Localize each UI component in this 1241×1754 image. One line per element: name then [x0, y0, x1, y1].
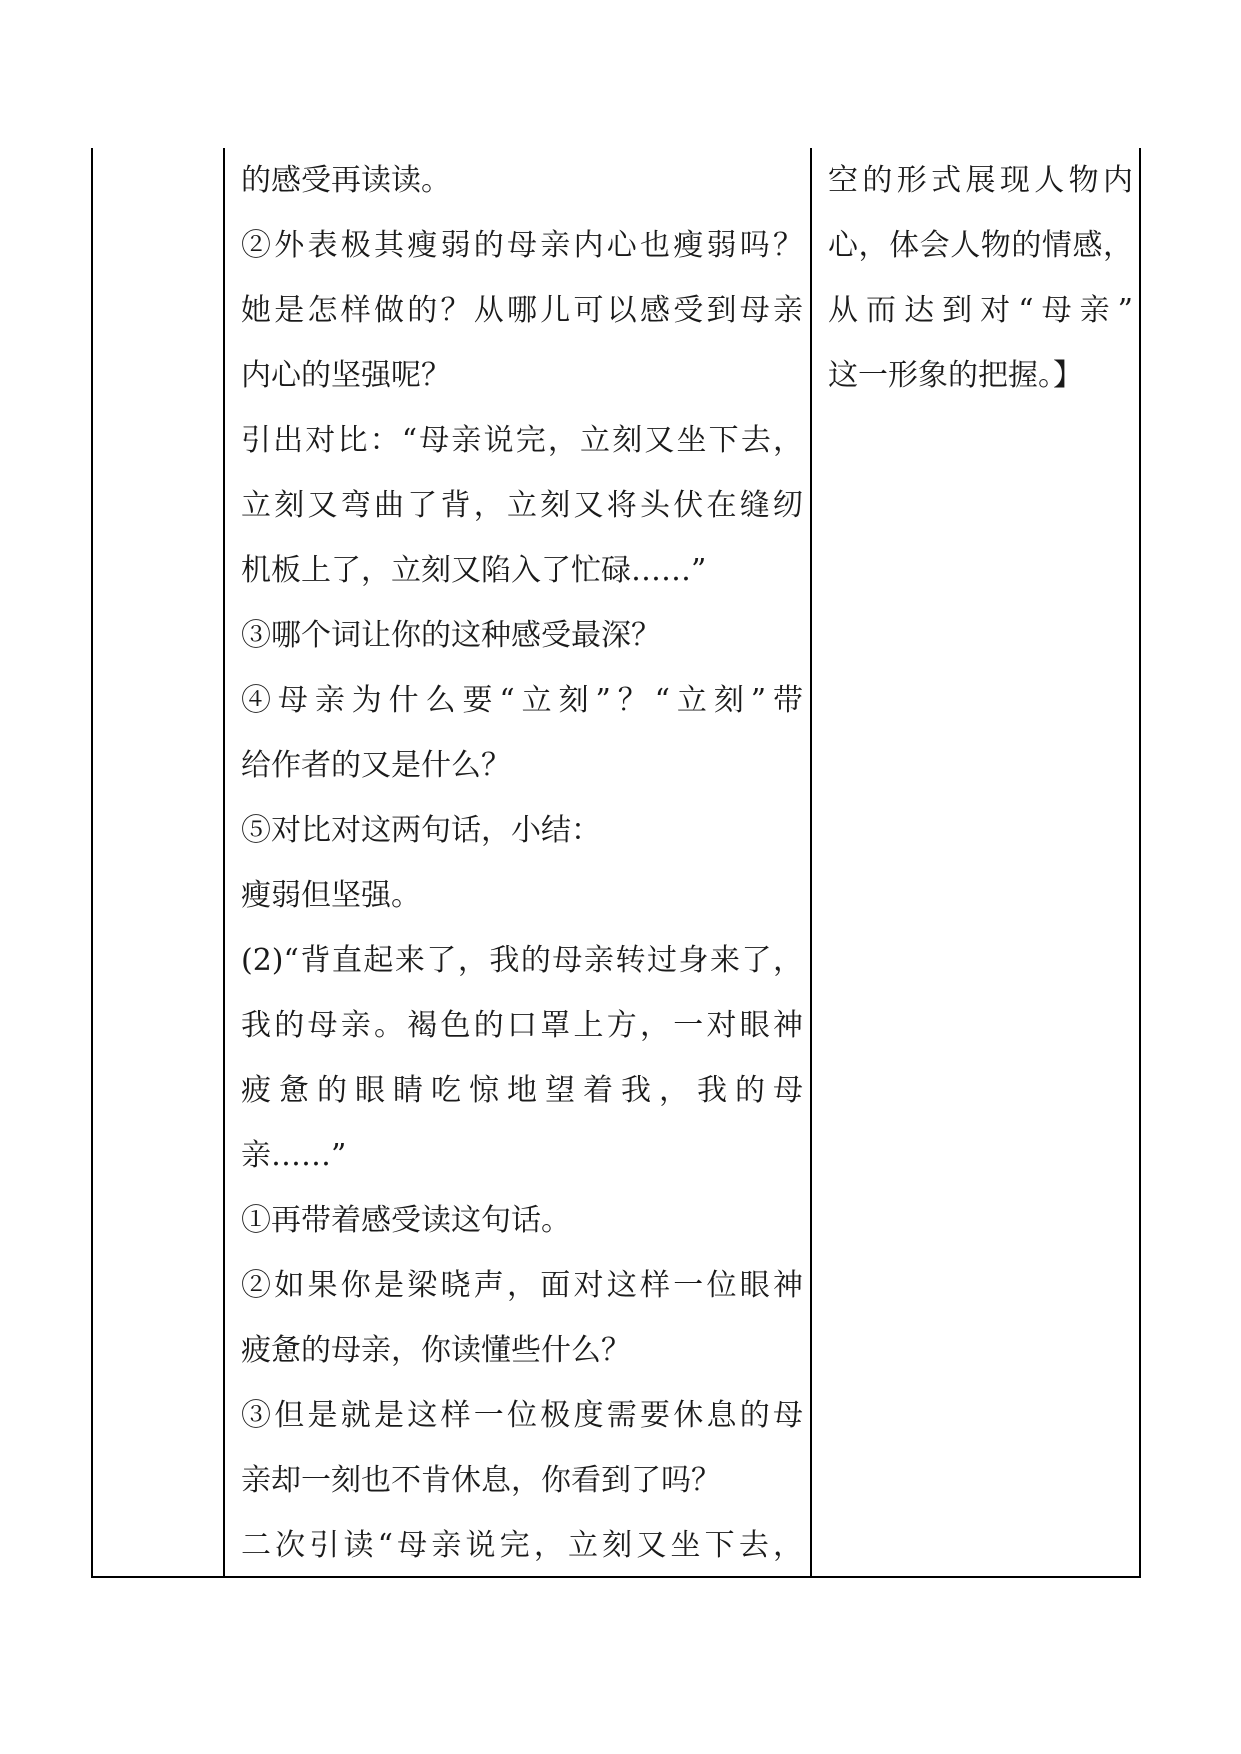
text-line: 亲……”	[241, 1138, 347, 1173]
text-line: (2)“背直起来了，我的母亲转过身来了，	[241, 943, 803, 978]
design-intent-cell	[828, 148, 1133, 408]
text-line: ③哪个词让你的这种感受最深？	[241, 618, 661, 653]
text-line: 的感受再读读。	[241, 163, 451, 198]
text-line: 立刻又弯曲了背，立刻又将头伏在缝纫	[241, 488, 803, 523]
text-line: 亲却一刻也不肯休息，你看到了吗？	[241, 1463, 721, 1498]
text-line: ②外表极其瘦弱的母亲内心也瘦弱吗？	[241, 228, 803, 263]
lesson-plan-table	[91, 148, 1141, 1578]
text-line: 从而达到对“母亲”	[828, 293, 1133, 328]
column-divider-2	[810, 148, 812, 1576]
text-line: 引出对比：“母亲说完，立刻又坐下去，	[241, 423, 803, 458]
text-line: 心，体会人物的情感，	[828, 228, 1133, 263]
text-line: 机板上了，立刻又陷入了忙碌……”	[241, 553, 707, 588]
text-line: 内心的坚强呢？	[241, 358, 451, 393]
teaching-process-cell	[241, 148, 803, 1578]
text-line: 给作者的又是什么？	[241, 748, 511, 783]
text-line: 她是怎样做的？从哪儿可以感受到母亲	[241, 293, 803, 328]
text-line: ⑤对比对这两句话，小结：	[241, 813, 601, 848]
text-line: ③但是就是这样一位极度需要休息的母	[241, 1398, 803, 1433]
text-line: ①再带着感受读这句话。	[241, 1203, 571, 1238]
text-line: 瘦弱但坚强。	[241, 878, 421, 913]
column-divider-1	[223, 148, 225, 1576]
text-line: 空的形式展现人物内	[828, 163, 1133, 198]
text-line: 二次引读“母亲说完，立刻又坐下去，	[241, 1528, 803, 1563]
text-line: 疲惫的母亲，你读懂些什么？	[241, 1333, 631, 1368]
text-line: 我的母亲。褐色的口罩上方，一对眼神	[241, 1008, 803, 1043]
text-line: 疲惫的眼睛吃惊地望着我，我的母	[241, 1073, 803, 1108]
text-line: 这一形象的把握。】	[828, 358, 1083, 393]
text-line: ②如果你是梁晓声，面对这样一位眼神	[241, 1268, 803, 1303]
text-line: ④母亲为什么要“立刻”？“立刻”带	[241, 683, 803, 718]
